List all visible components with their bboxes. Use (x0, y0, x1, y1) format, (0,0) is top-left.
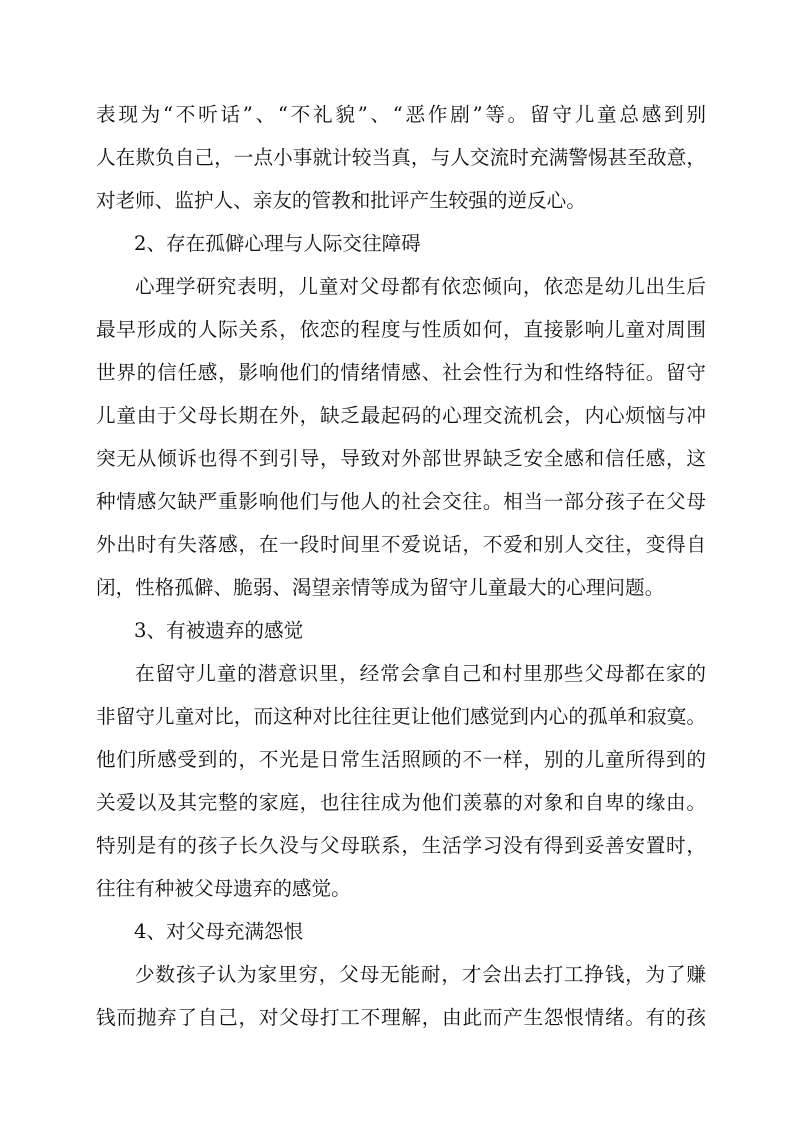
section-2-line-6: 种情感欠缺严重影响他们与他人的社会交往。相当一部分孩子在父母 (96, 490, 706, 513)
section-2-line-3: 世界的信任感，影响他们的情绪情感、社会性行为和性络特征。留守 (96, 361, 706, 384)
section-3-line-6: 往往有种被父母遗弃的感觉。 (96, 877, 351, 900)
section-2-line-4: 儿童由于父母长期在外，缺乏最起码的心理交流机会，内心烦恼与冲 (96, 404, 706, 427)
section-2-line-5: 突无从倾诉也得不到引导，导致对外部世界缺乏安全感和信任感，这 (96, 447, 706, 470)
section-3-heading: 3、有被遗弃的感觉 (134, 619, 304, 642)
paragraph-1-line-3: 对老师、监护人、亲友的管教和批评产生较强的逆反心。 (96, 189, 586, 212)
section-2-heading: 2、存在孤僻心理与人际交往障碍 (134, 232, 421, 255)
section-2-line-7: 外出时有失落感，在一段时间里不爱说话，不爱和别人交往，变得自 (96, 533, 706, 556)
section-3-line-4: 关爱以及其完整的家庭，也往往成为他们羡慕的对象和自卑的缘由。 (96, 791, 706, 814)
section-2-line-8: 闭，性格孤僻、脆弱、渴望亲情等成为留守儿童最大的心理问题。 (96, 576, 665, 599)
paragraph-1-line-1: 表现为“不听话”、“不礼貌”、“恶作剧”等。留守儿童总感到别 (96, 103, 706, 126)
section-4-line-2: 钱而抛弃了自己，对父母打工不理解，由此而产生怨恨情绪。有的孩 (96, 1006, 706, 1029)
section-2-line-1: 心理学研究表明，儿童对父母都有依恋倾向，依恋是幼儿出生后 (135, 275, 706, 298)
section-4-line-1: 少数孩子认为家里穷，父母无能耐，才会出去打工挣钱，为了赚 (135, 963, 706, 986)
section-3-line-2: 非留守儿童对比，而这种对比往往更让他们感觉到内心的孤单和寂寞。 (96, 705, 706, 728)
section-3-line-3: 他们所感受到的，不光是日常生活照顾的不一样，别的儿童所得到的 (96, 748, 706, 771)
section-2-line-2: 最早形成的人际关系，依恋的程度与性质如何，直接影响儿童对周围 (96, 318, 706, 341)
section-3-line-5: 特别是有的孩子长久没与父母联系，生活学习没有得到妥善安置时， (96, 834, 706, 857)
paragraph-1-line-2: 人在欺负自己，一点小事就计较当真，与人交流时充满警惕甚至敌意， (96, 146, 706, 169)
section-4-heading: 4、对父母充满怨恨 (134, 920, 304, 943)
section-3-line-1: 在留守儿童的潜意识里，经常会拿自己和村里那些父母都在家的 (135, 662, 706, 685)
